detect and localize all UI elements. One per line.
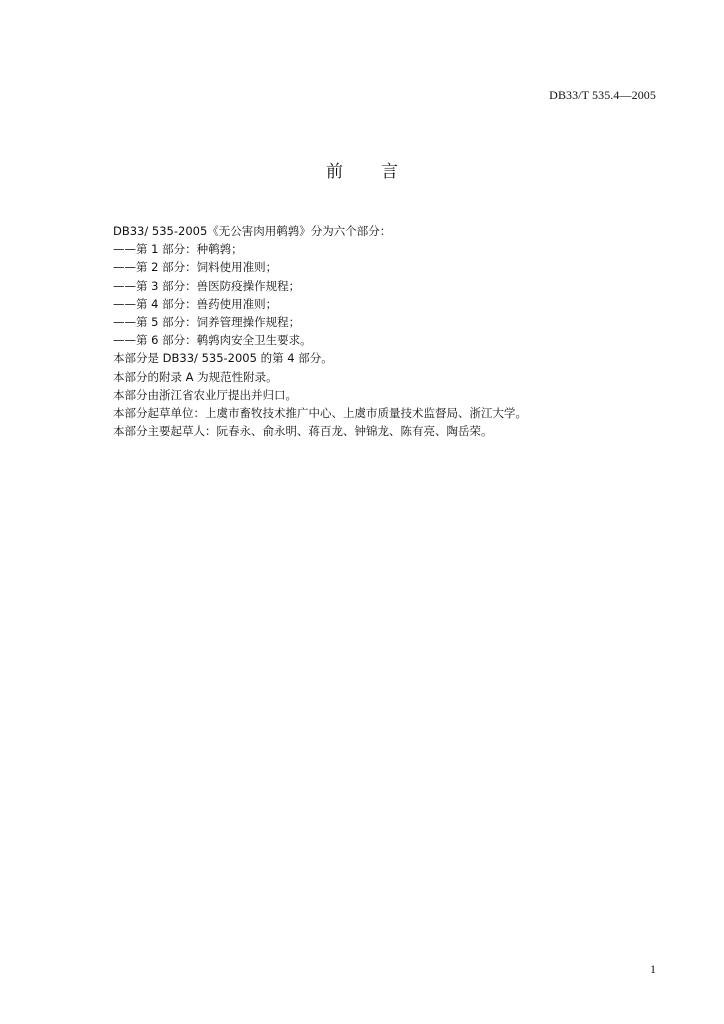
foreword-line: 本部分是 DB33/ 535-2005 的第 4 部分。 (113, 351, 333, 366)
title-char-1: 前 (326, 162, 343, 182)
page-title (0, 157, 724, 182)
foreword-line: DB33/ 535-2005《无公害肉用鹌鹑》分为六个部分： (113, 224, 392, 238)
foreword-line: ——第 5 部分：饲养管理操作规程； (113, 314, 301, 329)
title-char-2: 言 (381, 162, 398, 182)
foreword-line: 本部分由浙江省农业厅提出并归口。 (113, 387, 297, 402)
document-code: DB33/T 535.4—2005 (549, 88, 656, 102)
foreword-line: ——第 6 部分：鹌鹑肉安全卫生要求。 (113, 333, 312, 348)
page-number: 1 (650, 962, 656, 976)
foreword-line: 本部分起草单位：上虞市畜牧技术推广中心、上虞市质量技术监督局、浙江大学。 (113, 405, 527, 420)
foreword-line: ——第 4 部分：兽药使用准则； (113, 296, 278, 311)
foreword-body (113, 222, 673, 440)
foreword-line: ——第 3 部分：兽医防疫操作规程； (113, 278, 301, 293)
foreword-line: 本部分的附录 A 为规范性附录。 (113, 369, 278, 384)
foreword-line: 本部分主要起草人：阮春永、俞永明、蒋百龙、钟锦龙、陈有亮、陶岳荣。 (113, 424, 493, 439)
foreword-line: ——第 2 部分：饲料使用准则； (113, 260, 278, 275)
foreword-line: ——第 1 部分：种鹌鹑； (113, 242, 243, 257)
